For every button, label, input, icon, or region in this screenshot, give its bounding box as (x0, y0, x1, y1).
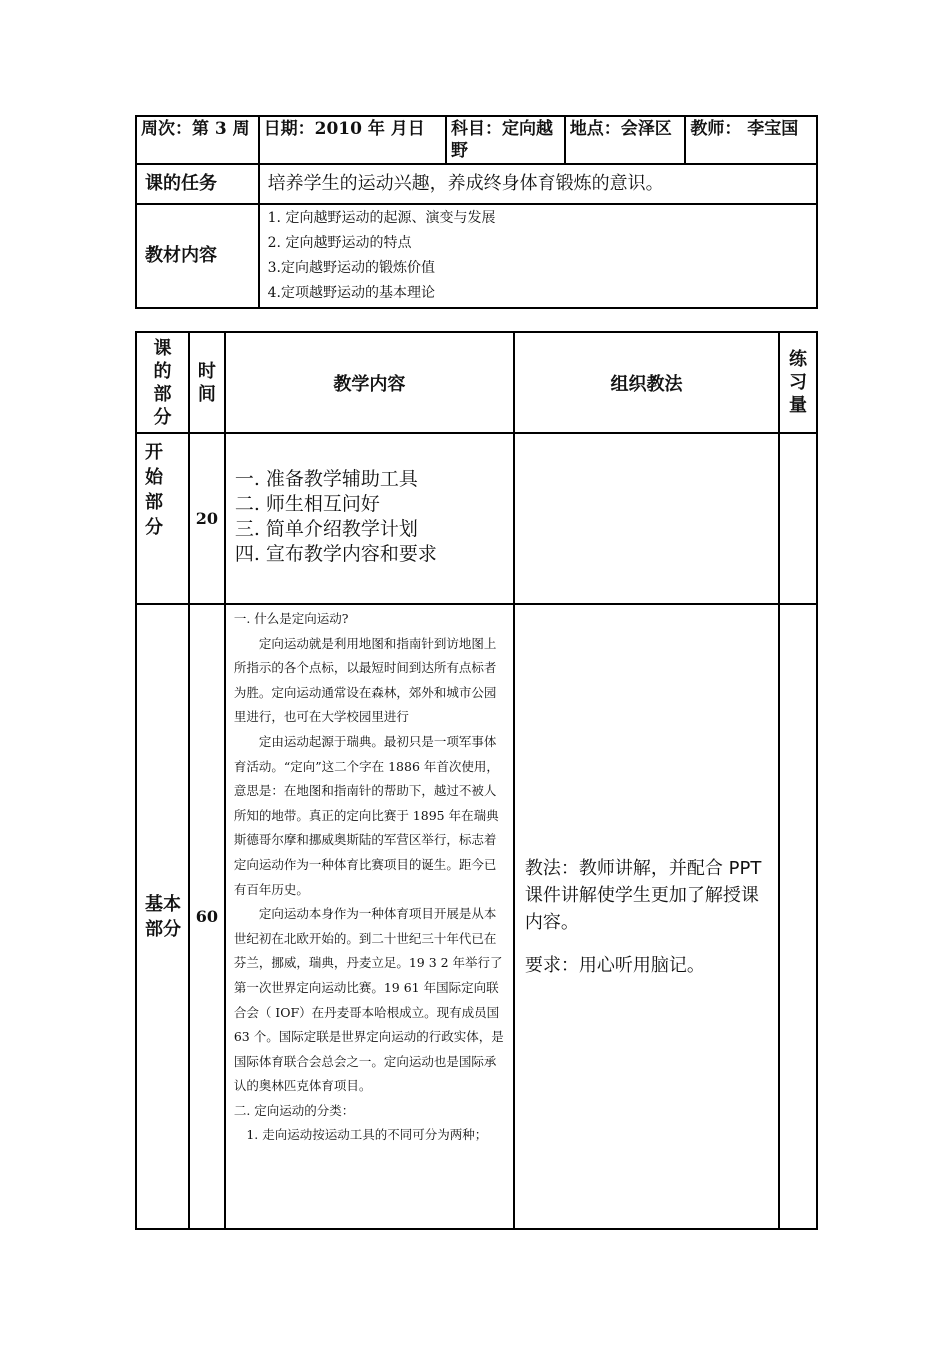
col-part-header: 课 的 部 分 (136, 332, 189, 433)
task-row (136, 164, 817, 204)
start-section-time: 20 (189, 433, 225, 604)
subject-cell: 科目：定向越野 (446, 116, 565, 164)
basic-paragraph: 1. 走向运动按运动工具的不同可分为两种； (246, 1127, 488, 1143)
method-text: 教法：教师讲解，并配合 PPT 课件讲解使学生更加了解授课内容。 (524, 857, 762, 933)
start-item: 二. 师生相互问好 (234, 493, 380, 515)
start-section-amount (779, 433, 817, 604)
materials-item: 2. 定向越野运动的特点 (267, 235, 412, 251)
header-info-row (136, 116, 817, 164)
materials-item: 4.定项越野运动的基本理论 (267, 285, 435, 301)
start-section-method (514, 433, 779, 604)
task-label: 课的任务 (136, 164, 259, 204)
start-item: 一. 准备教学辅助工具 (234, 468, 418, 490)
week-cell: 周次：第 3 周 (136, 116, 259, 164)
start-section-row (136, 433, 817, 604)
col-amount-header: 练 习 量 (779, 332, 817, 433)
basic-heading: 二. 定向运动的分类： (233, 1102, 355, 1118)
col-method-header: 组织教法 (514, 332, 779, 433)
basic-section-time: 60 (189, 604, 225, 1229)
task-value: 培养学生的运动兴趣，养成终身体育锻炼的意识。 (259, 164, 817, 204)
basic-section-label: 基本 部分 (136, 604, 189, 1229)
basic-paragraph: 定向运动就是利用地图和指南针到访地图上所指示的各个点标，以最短时间到达所有点标者为胜。定向运动通常设在森林，郊外和城市公园里进行，也可在大学校园里进行 (233, 635, 497, 725)
basic-paragraph: 定向运动本身作为一种体育项目开展是从本世纪初在北欧开始的。到二十世纪三十年代已在芬兰，挪威，瑞典，丹麦立足。19 3 2 年举行了第一次世界定向运动比赛。19 61 年国际定向联合会（ IOF）在丹麦哥本哈根成立。现有成员国 63 个。国际定联是世界定向运动的行政实体，是国际体育联合会总会之一。定向运动也是国际承认的奥林匹克体育项目。 (233, 906, 504, 1094)
location-cell: 地点：会泽区 (565, 116, 686, 164)
start-section-content (225, 433, 514, 604)
basic-section-row (136, 604, 817, 1229)
start-item: 四. 宣布教学内容和要求 (234, 543, 437, 565)
requirement-text: 要求：用心听用脑记。 (524, 954, 705, 976)
materials-list (259, 204, 817, 308)
basic-section-content (225, 604, 514, 1229)
col-time-header: 时 间 (189, 332, 225, 433)
basic-section-method (514, 604, 779, 1229)
basic-section-amount (779, 604, 817, 1229)
column-header-row (136, 332, 817, 433)
date-cell: 日期：2010 年 月日 (259, 116, 446, 164)
lesson-header-table (135, 115, 818, 309)
teacher-cell: 教师： 李宝国 (685, 116, 817, 164)
materials-item: 3.定向越野运动的锻炼价值 (267, 260, 435, 276)
materials-item: 1. 定向越野运动的起源、演变与发展 (267, 210, 496, 226)
basic-paragraph: 定由运动起源于瑞典。最初只是一项军事体育活动。“定向”这二个字在 1886 年首次使用，意思是：在地图和指南针的帮助下，越过不被人所知的地带。真正的定向比赛于 1895 年在瑞典斯德哥尔摩和挪威奥斯陆的军营区举行，标志着定向运动作为一种体育比赛项目的诞生。距今已有百年历史。 (233, 733, 499, 897)
start-section-label: 开 始 部 分 (136, 433, 189, 604)
materials-row (136, 204, 817, 308)
start-item: 三. 简单介绍教学计划 (234, 518, 418, 540)
basic-heading: 一. 什么是定向运动? (233, 611, 349, 626)
materials-label: 教材内容 (136, 204, 259, 308)
col-content-header: 教学内容 (225, 332, 514, 433)
lesson-plan-table (135, 331, 818, 1230)
